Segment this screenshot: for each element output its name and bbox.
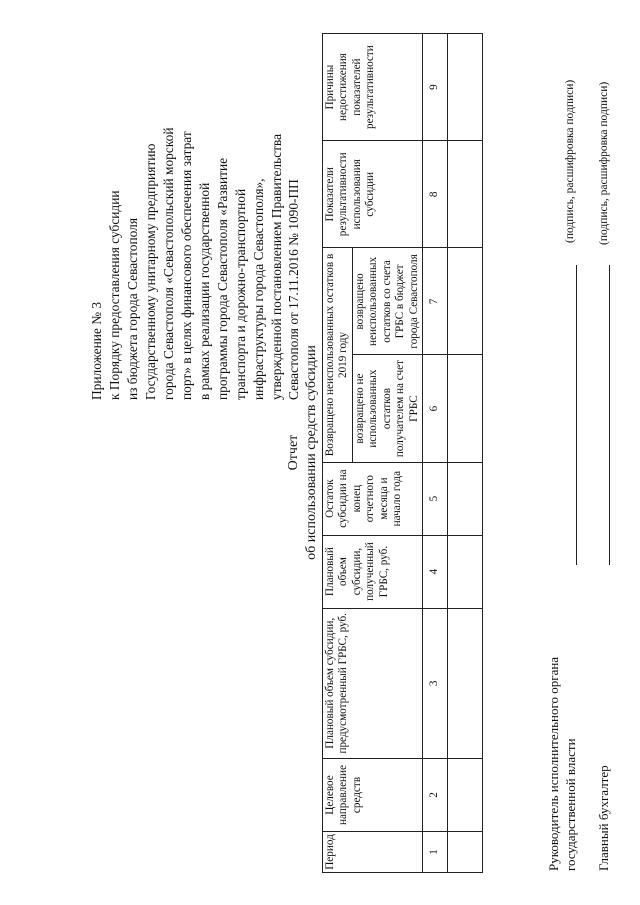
table-number-row bbox=[423, 34, 448, 873]
head-title-line2: государственной власти bbox=[562, 738, 578, 871]
column-number: 1 bbox=[423, 831, 448, 872]
head-signature-caption: (подпись, расшифровка подписи) bbox=[564, 79, 576, 243]
subsidy-report-table bbox=[322, 33, 483, 873]
accountant-signature-caption: (подпись, расшифровка подписи) bbox=[598, 81, 610, 245]
appendix-line: города Севастополя «Севастопольский морской bbox=[160, 127, 176, 400]
head-signature-line bbox=[564, 265, 577, 565]
col-header-direction: Целевое направление средств bbox=[323, 759, 423, 832]
appendix-line: в рамках реализации государственной bbox=[196, 182, 212, 400]
table-cell bbox=[448, 355, 483, 462]
table-cell bbox=[448, 831, 483, 872]
report-subtitle: об использовании средств субсидии bbox=[304, 345, 319, 560]
appendix-line: транспорта и дорожно-транспортной bbox=[232, 188, 248, 400]
report-title: Отчет bbox=[286, 434, 301, 471]
col-header-returned-budget: возвращено неиспользованных остатков со счета ГРБС в бюджет города Севастополя bbox=[352, 248, 422, 355]
col-header-returned-group: Возвращено неиспользованных остатков в 2019 году bbox=[323, 248, 353, 462]
head-title-line1: Руководитель исполнительного органа bbox=[546, 656, 561, 871]
appendix-line: Государственному унитарному предприятию bbox=[142, 143, 158, 400]
col-header-planned-received: Плановый объем субсидии, полученный ГРБС, руб. bbox=[323, 535, 423, 608]
col-header-indicators: Показатели результативности использования субсидии bbox=[323, 141, 423, 248]
col-header-reasons: Причины недостижения показателей результативности bbox=[323, 34, 423, 141]
appendix-line: программы города Севастополя «Развитие bbox=[214, 157, 230, 400]
appendix-line: порт» в целях финансового обеспечения затрат bbox=[178, 131, 194, 400]
table-cell bbox=[448, 759, 483, 832]
column-number: 3 bbox=[423, 608, 448, 758]
table-cell bbox=[448, 248, 483, 355]
appendix-line: из бюджета города Севастополя bbox=[124, 217, 140, 400]
table-cell bbox=[448, 608, 483, 758]
table-header-row bbox=[323, 34, 353, 873]
column-number: 7 bbox=[423, 248, 448, 355]
appendix-header bbox=[88, 30, 303, 400]
appendix-line: к Порядку предоставления субсидии bbox=[106, 190, 122, 400]
head-signature-label bbox=[546, 657, 580, 871]
appendix-line: инфраструктуры города Севастополя», bbox=[250, 178, 266, 400]
col-header-period: Период bbox=[323, 831, 423, 872]
column-number: 5 bbox=[423, 462, 448, 535]
table-cell bbox=[448, 462, 483, 535]
table-cell bbox=[448, 535, 483, 608]
column-number: 6 bbox=[423, 355, 448, 462]
appendix-line: утвержденной постановлением Правительства bbox=[268, 133, 284, 400]
table-cell bbox=[448, 34, 483, 141]
column-number: 2 bbox=[423, 759, 448, 832]
column-number: 9 bbox=[423, 34, 448, 141]
col-header-remainder: Остаток субсидии на конец отчетного месяца и начало года bbox=[323, 462, 423, 535]
col-header-planned-provided: Плановый объем субсидии, предусмотренный ГРБС, руб. bbox=[323, 608, 423, 758]
accountant-signature-line bbox=[597, 265, 610, 565]
appendix-line: Приложение № 3 bbox=[89, 301, 104, 400]
table-cell bbox=[448, 141, 483, 248]
accountant-signature-label: Главный бухгалтер bbox=[596, 765, 611, 871]
table-row bbox=[448, 34, 483, 873]
column-number: 8 bbox=[423, 141, 448, 248]
column-number: 4 bbox=[423, 535, 448, 608]
col-header-returned-not: возвращено не использованных остатков получателем на счет ГРБС bbox=[352, 355, 422, 462]
appendix-line: Севастополя от 17.11.2016 № 1090-ПП bbox=[286, 179, 302, 400]
